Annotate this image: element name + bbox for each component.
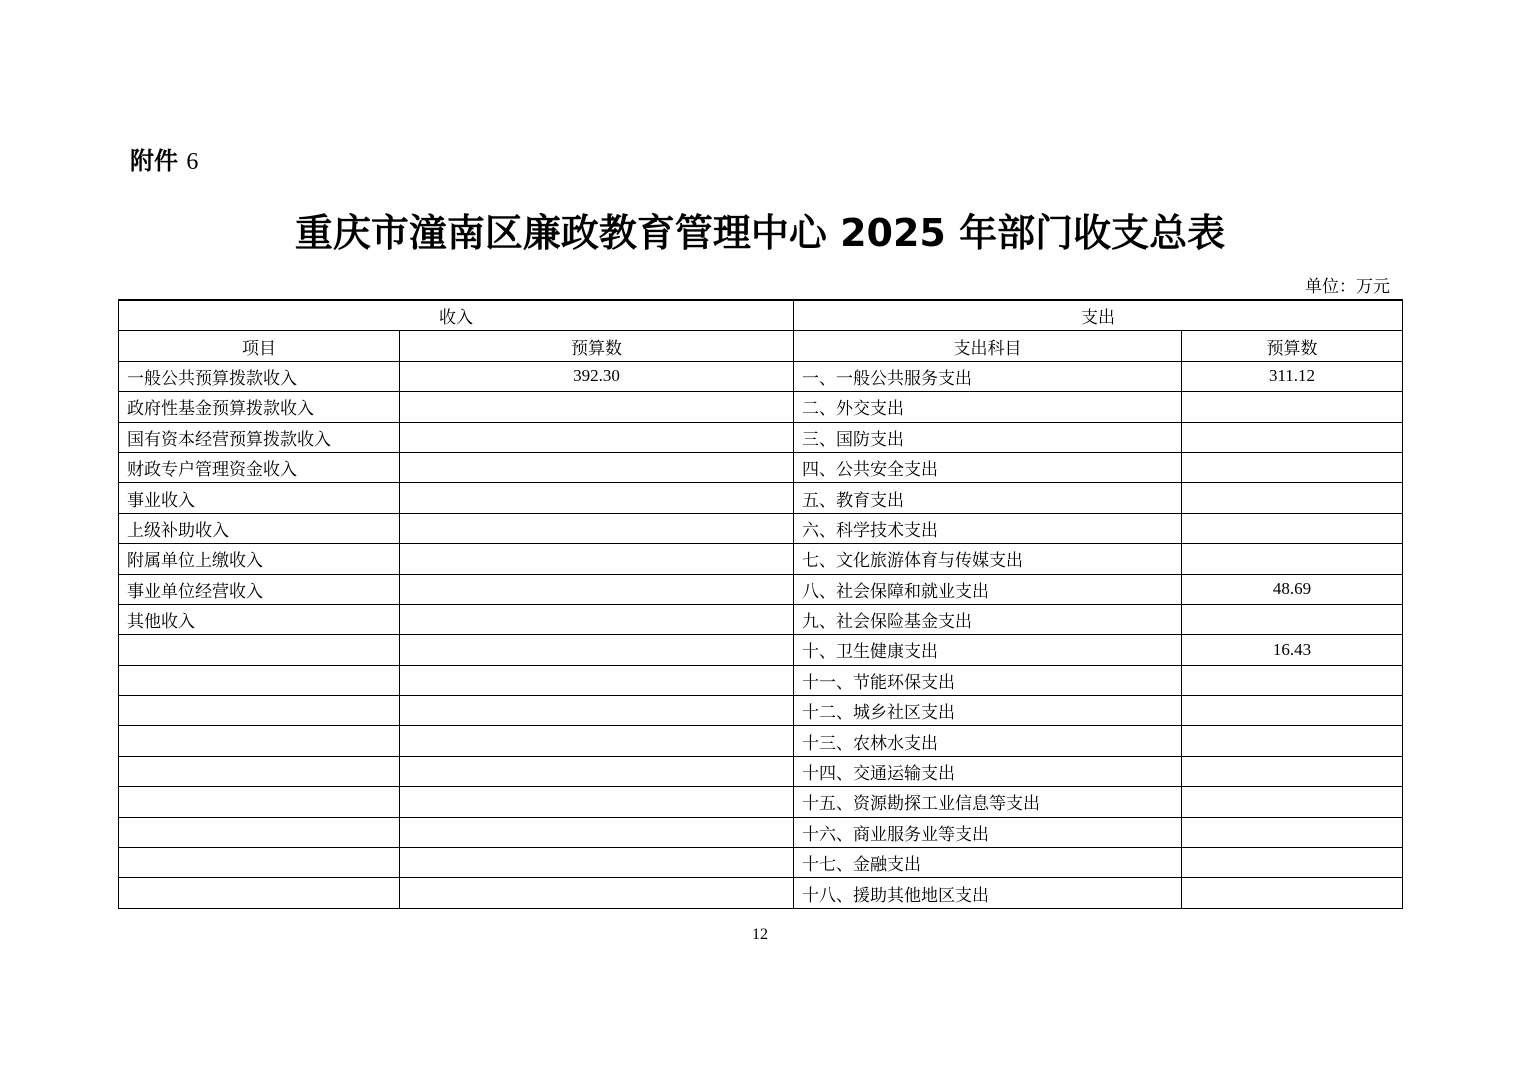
income-item-cell [119, 848, 400, 878]
income-item-cell: 附属单位上缴收入 [119, 544, 400, 574]
income-budget-cell [400, 483, 794, 513]
table-body [119, 361, 1403, 908]
income-item-cell: 财政专户管理资金收入 [119, 452, 400, 482]
income-budget-cell [400, 756, 794, 786]
income-budget-cell [400, 604, 794, 634]
expense-budget-cell [1182, 848, 1403, 878]
income-item-cell [119, 787, 400, 817]
income-budget-cell [400, 787, 794, 817]
table-row [119, 483, 1403, 513]
income-item-cell: 政府性基金预算拨款收入 [119, 392, 400, 422]
expense-budget-cell [1182, 544, 1403, 574]
column-header-row [119, 331, 1403, 361]
expense-item-cell: 十一、节能环保支出 [794, 665, 1182, 695]
income-item-cell [119, 756, 400, 786]
income-item-cell: 事业收入 [119, 483, 400, 513]
expense-budget-cell [1182, 665, 1403, 695]
income-budget-cell [400, 452, 794, 482]
expense-budget-cell [1182, 392, 1403, 422]
table-row [119, 544, 1403, 574]
expense-budget-cell: 311.12 [1182, 361, 1403, 391]
attachment-label-text: 附件 [130, 147, 178, 175]
expense-item-cell: 六、科学技术支出 [794, 513, 1182, 543]
table-row [119, 878, 1403, 908]
income-budget-cell [400, 817, 794, 847]
page-number: 12 [752, 926, 768, 943]
budget-table [118, 299, 1403, 909]
table-row [119, 452, 1403, 482]
income-item-cell [119, 696, 400, 726]
income-budget-cell [400, 878, 794, 908]
expense-item-cell: 二、外交支出 [794, 392, 1182, 422]
income-budget-cell [400, 422, 794, 452]
income-budget-cell [400, 696, 794, 726]
income-budget-cell [400, 635, 794, 665]
expense-item-header: 支出科目 [794, 331, 1182, 361]
income-budget-cell: 392.30 [400, 361, 794, 391]
income-budget-cell [400, 513, 794, 543]
income-item-cell [119, 878, 400, 908]
expense-item-cell: 十五、资源勘探工业信息等支出 [794, 787, 1182, 817]
income-item-cell [119, 665, 400, 695]
group-header-row [119, 300, 1403, 331]
expense-item-cell: 一、一般公共服务支出 [794, 361, 1182, 391]
income-item-cell: 事业单位经营收入 [119, 574, 400, 604]
income-budget-header: 预算数 [400, 331, 794, 361]
table-row [119, 665, 1403, 695]
expense-group-header: 支出 [794, 300, 1403, 331]
attachment-number: 6 [186, 149, 199, 175]
expense-item-cell: 十四、交通运输支出 [794, 756, 1182, 786]
income-item-header: 项目 [119, 331, 400, 361]
expense-budget-cell [1182, 817, 1403, 847]
document-title: 重庆市潼南区廉政教育管理中心 2025 年部门收支总表 [294, 211, 1226, 255]
expense-budget-cell [1182, 513, 1403, 543]
table-row [119, 422, 1403, 452]
expense-budget-cell [1182, 452, 1403, 482]
expense-item-cell: 九、社会保险基金支出 [794, 604, 1182, 634]
expense-budget-header: 预算数 [1182, 331, 1403, 361]
table-row [119, 604, 1403, 634]
expense-item-cell: 十二、城乡社区支出 [794, 696, 1182, 726]
income-budget-cell [400, 544, 794, 574]
table-row [119, 574, 1403, 604]
expense-budget-cell [1182, 422, 1403, 452]
expense-budget-cell [1182, 878, 1403, 908]
table-row [119, 513, 1403, 543]
expense-budget-cell [1182, 726, 1403, 756]
income-item-cell [119, 817, 400, 847]
income-budget-cell [400, 726, 794, 756]
table-row [119, 392, 1403, 422]
expense-item-cell: 十七、金融支出 [794, 848, 1182, 878]
unit-label: 单位：万元 [1305, 277, 1390, 297]
expense-budget-cell [1182, 604, 1403, 634]
income-item-cell [119, 726, 400, 756]
expense-item-cell: 十三、农林水支出 [794, 726, 1182, 756]
expense-budget-cell: 48.69 [1182, 574, 1403, 604]
income-item-cell [119, 635, 400, 665]
income-budget-cell [400, 665, 794, 695]
expense-item-cell: 十八、援助其他地区支出 [794, 878, 1182, 908]
table-row [119, 756, 1403, 786]
income-budget-cell [400, 392, 794, 422]
expense-budget-cell [1182, 756, 1403, 786]
income-item-cell: 其他收入 [119, 604, 400, 634]
table-row [119, 848, 1403, 878]
income-item-cell: 一般公共预算拨款收入 [119, 361, 400, 391]
expense-budget-cell [1182, 696, 1403, 726]
expense-budget-cell [1182, 787, 1403, 817]
expense-item-cell: 八、社会保障和就业支出 [794, 574, 1182, 604]
expense-item-cell: 十、卫生健康支出 [794, 635, 1182, 665]
income-budget-cell [400, 574, 794, 604]
expense-item-cell: 五、教育支出 [794, 483, 1182, 513]
expense-item-cell: 四、公共安全支出 [794, 452, 1182, 482]
income-item-cell: 上级补助收入 [119, 513, 400, 543]
expense-item-cell: 十六、商业服务业等支出 [794, 817, 1182, 847]
expense-item-cell: 七、文化旅游体育与传媒支出 [794, 544, 1182, 574]
table-row [119, 726, 1403, 756]
table-row [119, 696, 1403, 726]
expense-budget-cell: 16.43 [1182, 635, 1403, 665]
table-row [119, 787, 1403, 817]
table-row [119, 635, 1403, 665]
table-row [119, 361, 1403, 391]
expense-budget-cell [1182, 483, 1403, 513]
income-budget-cell [400, 848, 794, 878]
attachment-label [130, 141, 198, 176]
expense-item-cell: 三、国防支出 [794, 422, 1182, 452]
income-item-cell: 国有资本经营预算拨款收入 [119, 422, 400, 452]
table-row [119, 817, 1403, 847]
income-group-header: 收入 [119, 300, 794, 331]
